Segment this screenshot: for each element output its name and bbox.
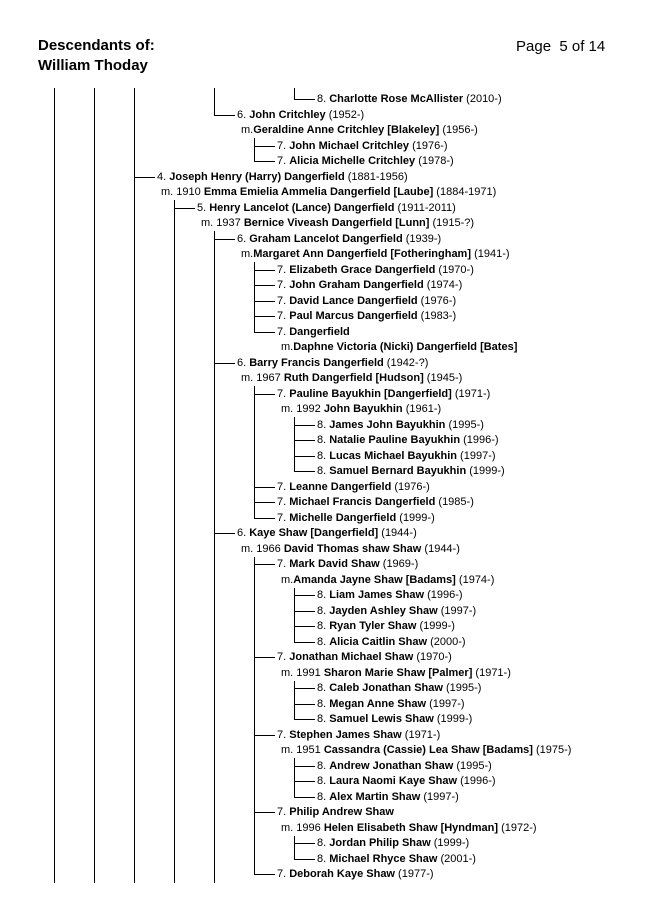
- page-number: Page 5 of 14: [516, 38, 606, 55]
- person-dates: (1971-): [451, 387, 491, 400]
- person-name: David Lance Dangerfield: [289, 294, 418, 307]
- person-dates: (1941-): [471, 248, 510, 260]
- person-name: Michelle Dangerfield: [289, 511, 397, 524]
- tree-connector-line: [294, 836, 295, 859]
- tree-connector-stub: [214, 115, 235, 116]
- person-row: [277, 557, 418, 571]
- tree-connector-line: [294, 588, 295, 642]
- person-name: Caleb Jonathan Shaw: [329, 682, 443, 694]
- person-name: Michael Francis Dangerfield: [289, 496, 436, 508]
- person-name: Paul Marcus Dangerfield: [289, 310, 418, 322]
- row-prefix: 7.: [277, 263, 290, 276]
- person-name: Alex Martin Shaw: [329, 790, 421, 803]
- tree-connector-stub: [254, 394, 275, 395]
- tree-connector-stub: [294, 611, 315, 612]
- person-name: Mark David Shaw: [289, 558, 380, 570]
- tree-connector-stub: [214, 533, 235, 534]
- tree-connector-stub: [294, 595, 315, 596]
- person-dates: (1884-1971): [433, 186, 497, 198]
- row-prefix: 7.: [277, 139, 290, 152]
- person-row: [317, 790, 459, 804]
- tree-connector-line: [254, 557, 255, 875]
- tree-connector-stub: [214, 239, 235, 240]
- person-name: Samuel Bernard Bayukhin: [329, 465, 467, 477]
- person-dates: (1976-): [391, 480, 430, 493]
- person-row: [317, 464, 505, 478]
- person-dates: (1977-): [395, 868, 434, 880]
- person-dates: (2000-): [427, 635, 466, 648]
- person-name: Kaye Shaw [Dangerfield]: [249, 527, 379, 539]
- person-row: [157, 170, 408, 184]
- tree-connector-stub: [214, 363, 235, 364]
- person-row: [317, 836, 469, 850]
- person-dates: (1996-): [457, 775, 496, 787]
- person-dates: (1975-): [532, 744, 572, 756]
- row-prefix: 4.: [157, 170, 170, 183]
- row-prefix: 8.: [317, 620, 330, 632]
- person-name: Samuel Lewis Shaw: [329, 713, 434, 725]
- row-prefix: 8.: [317, 604, 330, 617]
- person-row: [317, 681, 481, 695]
- row-prefix: 7.: [277, 279, 290, 291]
- row-prefix: m. 1937: [201, 217, 244, 229]
- person-dates: (1999-): [433, 713, 473, 725]
- row-prefix: m. 1991: [281, 666, 324, 679]
- person-dates: (1985-): [435, 496, 474, 508]
- person-dates: (1974-): [423, 279, 463, 291]
- person-dates: (1999-): [466, 465, 505, 477]
- person-name: John Graham Dangerfield: [289, 279, 424, 291]
- tree-connector-stub: [254, 564, 275, 565]
- person-dates: (1915-?): [429, 217, 475, 229]
- row-prefix: 6.: [237, 356, 250, 369]
- person-name: Laura Naomi Kaye Shaw: [329, 775, 458, 787]
- tree-connector-stub: [254, 812, 275, 813]
- row-prefix: 6.: [237, 527, 250, 539]
- row-prefix: 7.: [277, 480, 290, 493]
- tree-connector-stub: [294, 471, 315, 472]
- person-name: Alicia Caitlin Shaw: [329, 635, 428, 648]
- row-prefix: 8.: [317, 852, 330, 865]
- row-prefix: 7.: [277, 651, 290, 663]
- tree-connector-stub: [294, 440, 315, 441]
- tree-connector-stub: [294, 797, 315, 798]
- row-prefix: 8.: [317, 589, 330, 601]
- person-dates: (1974-): [455, 573, 495, 586]
- person-row: [317, 774, 496, 788]
- tree-connector-stub: [254, 735, 275, 736]
- person-dates: (1945-): [423, 372, 463, 384]
- tree-connector-line: [174, 200, 175, 883]
- row-prefix: 6.: [237, 108, 250, 121]
- row-prefix: m.: [241, 248, 254, 260]
- person-row: [277, 154, 454, 168]
- tree-connector-stub: [254, 657, 275, 658]
- row-prefix: 8.: [317, 837, 330, 849]
- row-prefix: 5.: [197, 201, 210, 214]
- tree-connector-stub: [254, 285, 275, 286]
- person-name: Graham Lancelot Dangerfield: [249, 232, 403, 245]
- row-prefix: 8.: [317, 465, 330, 477]
- person-row: [317, 712, 472, 726]
- person-dates: (1970-): [435, 263, 474, 276]
- person-row: [277, 278, 462, 292]
- person-row: [277, 495, 474, 509]
- person-name: Ryan Tyler Shaw: [329, 620, 417, 632]
- person-name: Andrew Jonathan Shaw: [329, 759, 454, 772]
- tree-connector-stub: [174, 208, 195, 209]
- row-prefix: 7.: [277, 511, 290, 524]
- tree-connector-line: [134, 88, 135, 883]
- person-name: Natalie Pauline Bayukhin: [329, 434, 461, 446]
- tree-connector-line: [214, 88, 215, 115]
- person-name: Megan Anne Shaw: [329, 697, 427, 710]
- row-prefix: 8.: [317, 713, 330, 725]
- person-dates: (1971-): [401, 728, 441, 741]
- person-row: [237, 526, 417, 540]
- row-prefix: 8.: [317, 93, 330, 105]
- person-dates: (1999-): [430, 837, 470, 849]
- person-name: James John Bayukhin: [329, 418, 446, 431]
- row-prefix: 8.: [317, 697, 330, 710]
- person-dates: (2001-): [437, 852, 476, 865]
- person-name: Leanne Dangerfield: [289, 480, 392, 493]
- person-row: [317, 588, 463, 602]
- person-row: [237, 232, 441, 246]
- person-dates: (1944-): [421, 542, 460, 555]
- person-name: John Critchley: [249, 108, 326, 121]
- tree-connector-stub: [294, 688, 315, 689]
- person-dates: (1995-): [442, 682, 482, 694]
- person-dates: (1961-): [402, 403, 442, 415]
- person-name: Barry Francis Dangerfield: [249, 356, 384, 369]
- person-dates: (1944-): [378, 527, 417, 539]
- person-name: Liam James Shaw: [329, 589, 425, 601]
- person-name: Dangerfield: [289, 325, 350, 338]
- person-dates: (1997-): [426, 697, 465, 710]
- person-name: Charlotte Rose McAllister: [329, 93, 464, 105]
- tree-connector-stub: [254, 518, 275, 519]
- row-prefix: m. 1967: [241, 372, 284, 384]
- row-prefix: 7.: [277, 496, 290, 508]
- tree-connector-stub: [294, 99, 315, 100]
- person-row: [317, 92, 502, 106]
- row-prefix: 7.: [277, 558, 290, 570]
- row-prefix: 7.: [277, 155, 290, 167]
- person-dates: (1881-1956): [344, 170, 408, 183]
- person-row: [197, 201, 456, 215]
- person-row: [317, 604, 476, 618]
- tree-connector-line: [94, 88, 95, 883]
- row-prefix: 8.: [317, 759, 330, 772]
- tree-connector-stub: [294, 456, 315, 457]
- tree-connector-stub: [294, 626, 315, 627]
- row-prefix: 8.: [317, 682, 330, 694]
- person-dates: (1996-): [424, 589, 463, 601]
- marriage-row: [281, 573, 494, 587]
- person-dates: (1956-): [439, 124, 478, 136]
- tree-connector-stub: [254, 502, 275, 503]
- marriage-row: [281, 340, 517, 354]
- tree-connector-line: [294, 758, 295, 797]
- person-row: [317, 449, 496, 463]
- tree-connector-line: [294, 88, 295, 99]
- tree-connector-line: [54, 88, 55, 883]
- tree-connector-stub: [254, 270, 275, 271]
- person-name: Deborah Kaye Shaw: [289, 868, 395, 880]
- person-row: [277, 650, 452, 664]
- person-name: Emma Emielia Ammelia Dangerfield [Laube]: [203, 186, 434, 198]
- person-name: Geraldine Anne Critchley [Blakeley]: [253, 124, 440, 136]
- marriage-row: [201, 216, 474, 230]
- tree-connector-stub: [294, 859, 315, 860]
- tree-connector-stub: [294, 766, 315, 767]
- marriage-row: [281, 821, 537, 835]
- person-dates: (1997-): [457, 449, 496, 462]
- tree-connector-stub: [294, 425, 315, 426]
- person-dates: (1976-): [417, 294, 457, 307]
- person-row: [317, 635, 466, 649]
- row-prefix: 7.: [277, 310, 290, 322]
- person-row: [277, 294, 456, 308]
- person-row: [277, 387, 490, 401]
- person-name: Joseph Henry (Harry) Dangerfield: [169, 170, 345, 183]
- person-row: [277, 511, 435, 525]
- person-dates: (1970-): [413, 651, 452, 663]
- tree-connector-stub: [134, 177, 155, 178]
- row-prefix: 8.: [317, 418, 330, 431]
- row-prefix: 8.: [317, 775, 330, 787]
- person-name: John Bayukhin: [323, 403, 403, 415]
- row-prefix: 8.: [317, 434, 330, 446]
- person-name: Alicia Michelle Critchley: [289, 155, 416, 167]
- person-dates: (1952-): [325, 108, 365, 121]
- marriage-row: [241, 123, 478, 137]
- row-prefix: 8.: [317, 449, 330, 462]
- person-name: Philip Andrew Shaw: [289, 806, 394, 818]
- person-row: [317, 619, 455, 633]
- person-row: [277, 480, 430, 494]
- person-name: Sharon Marie Shaw [Palmer]: [323, 666, 473, 679]
- row-prefix: 8.: [317, 790, 330, 803]
- row-prefix: m. 1910: [161, 186, 204, 198]
- report-title-line1: Descendants of:: [38, 37, 155, 54]
- tree-connector-stub: [254, 301, 275, 302]
- person-name: Helen Elisabeth Shaw [Hyndman]: [323, 821, 499, 834]
- tree-connector-stub: [254, 332, 275, 333]
- marriage-row: [241, 371, 462, 385]
- person-dates: (1972-): [498, 821, 537, 834]
- person-dates: (1996-): [460, 434, 499, 446]
- tree-connector-stub: [254, 146, 275, 147]
- person-row: [277, 263, 474, 277]
- person-dates: (1976-): [409, 139, 448, 152]
- person-name: Henry Lancelot (Lance) Dangerfield: [209, 201, 395, 214]
- person-row: [277, 728, 440, 742]
- tree-connector-stub: [294, 781, 315, 782]
- tree-connector-line: [254, 138, 255, 161]
- row-prefix: m. 1992: [281, 403, 324, 415]
- row-prefix: 7.: [277, 325, 290, 338]
- person-name: Stephen James Shaw: [289, 728, 402, 741]
- person-dates: (1971-): [472, 666, 511, 679]
- row-prefix: m.: [241, 124, 254, 136]
- person-name: Margaret Ann Dangerfield [Fotheringham]: [253, 248, 472, 260]
- person-name: Elizabeth Grace Dangerfield: [289, 263, 436, 276]
- tree-connector-line: [294, 417, 295, 471]
- marriage-row: [281, 743, 571, 757]
- tree-connector-line: [254, 386, 255, 518]
- person-name: Cassandra (Cassie) Lea Shaw [Badams]: [323, 744, 533, 756]
- person-dates: (1997-): [437, 604, 477, 617]
- marriage-row: [161, 185, 496, 199]
- person-dates: (1983-): [417, 310, 457, 322]
- person-dates: (1995-): [445, 418, 484, 431]
- tree-connector-stub: [254, 487, 275, 488]
- person-dates: (1939-): [402, 232, 442, 245]
- person-dates: (1999-): [416, 620, 455, 632]
- row-prefix: 7.: [277, 806, 290, 818]
- tree-connector-stub: [254, 316, 275, 317]
- row-prefix: m. 1966: [241, 542, 284, 555]
- person-name: Jonathan Michael Shaw: [289, 651, 414, 663]
- row-prefix: 7.: [277, 868, 290, 880]
- tree-connector-stub: [294, 704, 315, 705]
- person-name: Amanda Jayne Shaw [Badams]: [293, 573, 456, 586]
- marriage-row: [281, 402, 441, 416]
- tree-connector-line: [254, 262, 255, 332]
- person-dates: (1911-2011): [394, 201, 456, 214]
- row-prefix: 7.: [277, 387, 290, 400]
- person-row: [277, 867, 434, 881]
- person-name: Michael Rhyce Shaw: [329, 852, 438, 865]
- row-prefix: m.: [281, 341, 294, 353]
- marriage-row: [241, 247, 510, 261]
- person-row: [317, 418, 484, 432]
- person-dates: (1999-): [396, 511, 435, 524]
- person-row: [277, 325, 350, 339]
- person-name: Jordan Philip Shaw: [329, 837, 431, 849]
- person-row: [317, 697, 465, 711]
- person-name: Pauline Bayukhin [Dangerfield]: [289, 387, 452, 400]
- person-name: Jayden Ashley Shaw: [329, 604, 438, 617]
- tree-connector-stub: [254, 874, 275, 875]
- person-row: [317, 759, 492, 773]
- row-prefix: 6.: [237, 232, 250, 245]
- person-row: [317, 852, 476, 866]
- row-prefix: 8.: [317, 635, 330, 648]
- person-row: [237, 108, 364, 122]
- row-prefix: m.: [281, 573, 294, 586]
- row-prefix: m. 1996: [281, 821, 324, 834]
- marriage-row: [281, 666, 511, 680]
- person-name: Lucas Michael Bayukhin: [329, 449, 457, 462]
- person-row: [237, 356, 428, 370]
- person-dates: (1997-): [420, 790, 459, 803]
- person-dates: (1978-): [415, 155, 454, 167]
- person-name: Bernice Viveash Dangerfield [Lunn]: [243, 217, 430, 229]
- person-row: [277, 139, 448, 153]
- person-name: Daphne Victoria (Nicki) Dangerfield [Bates]: [293, 341, 518, 353]
- tree-connector-stub: [294, 843, 315, 844]
- person-dates: (1942-?): [383, 356, 429, 369]
- tree-connector-line: [214, 231, 215, 883]
- person-name: Ruth Dangerfield [Hudson]: [283, 372, 424, 384]
- person-row: [277, 309, 456, 323]
- tree-connector-stub: [294, 642, 315, 643]
- tree-connector-stub: [254, 161, 275, 162]
- person-row: [277, 805, 394, 819]
- row-prefix: 7.: [277, 294, 290, 307]
- person-dates: (1995-): [453, 759, 492, 772]
- person-dates: (2010-): [463, 93, 502, 105]
- person-row: [317, 433, 499, 447]
- row-prefix: 7.: [277, 728, 290, 741]
- person-dates: (1969-): [379, 558, 419, 570]
- person-name: David Thomas shaw Shaw: [283, 542, 422, 555]
- person-name: John Michael Critchley: [289, 139, 410, 152]
- report-title-line2: William Thoday: [38, 57, 148, 74]
- marriage-row: [241, 542, 460, 556]
- tree-connector-line: [294, 681, 295, 720]
- tree-connector-stub: [294, 719, 315, 720]
- row-prefix: m. 1951: [281, 744, 324, 756]
